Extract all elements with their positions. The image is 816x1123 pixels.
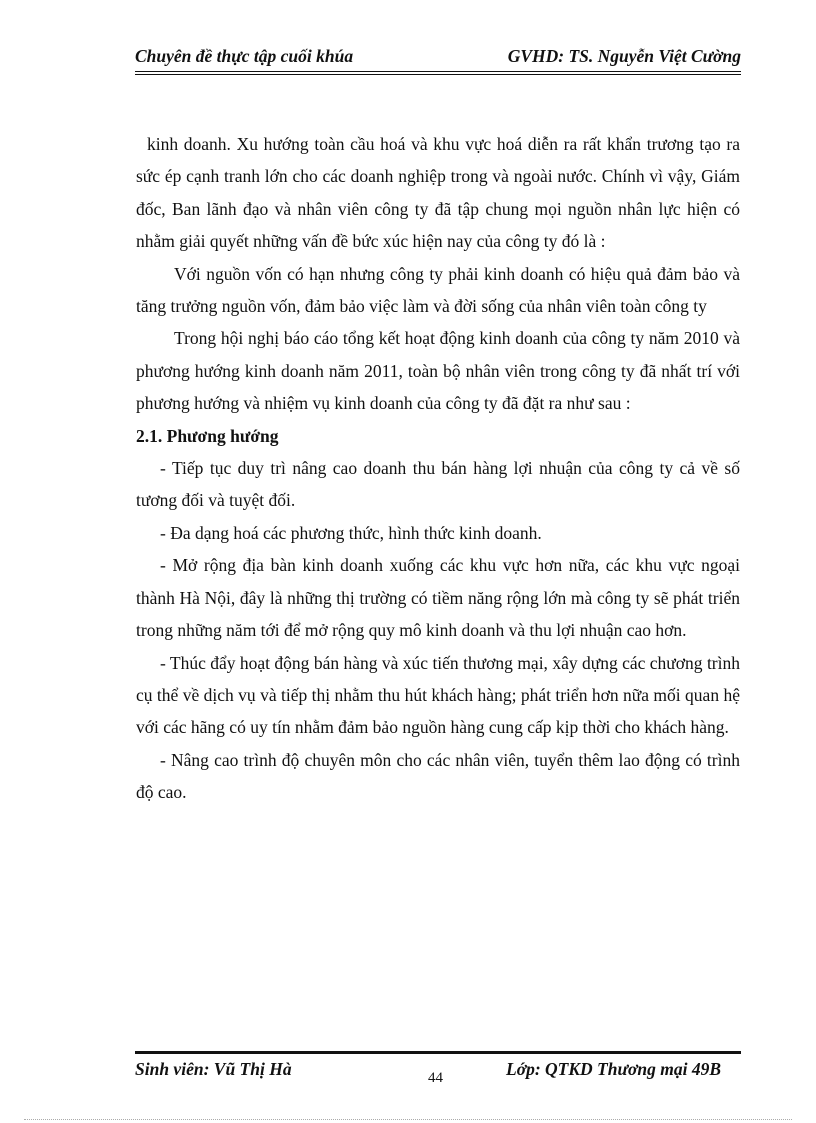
header-course-title: Chuyên đề thực tập cuối khúa — [135, 46, 354, 66]
list-item: - Nâng cao trình độ chuyên môn cho các nhân viên, tuyển thêm lao động có trình độ cao. — [136, 749, 740, 803]
list-item: - Mở rộng địa bàn kinh doanh xuống các khu vực hơn nữa, các khu vực ngoại thành Hà Nội, đây là những thị trường có tiềm năng rộng lớn mà công ty sẽ phát triển trong những năm tới để mở rộng quy mô kinh doanh và thu lợi nhuận cao hơn. — [136, 555, 740, 641]
page-body — [136, 128, 740, 809]
paragraph-context: kinh doanh. Xu hướng toàn cầu hoá và khu vực hoá diễn ra rất khẩn trương tạo ra sức ép cạnh tranh lớn cho các doanh nghiệp trong và ngoài nước. Chính vì vậy, Giám đốc, Ban lãnh đạo và nhân viên công ty đã tập chung mọi nguồn nhân lực hiện có nhằm giải quyết những vấn đề bức xúc hiện nay của công ty đó là : — [136, 134, 740, 252]
page-header — [135, 44, 741, 70]
list-item: - Tiếp tục duy trì nâng cao doanh thu bán hàng lợi nhuận của công ty cả về số tương đối và tuyệt đối. — [136, 458, 740, 511]
list-item: - Đa dạng hoá các phương thức, hình thức kinh doanh. — [160, 522, 542, 543]
paragraph-conference: Trong hội nghị báo cáo tổng kết hoạt động kinh doanh của công ty năm 2010 và phương hướng kinh doanh năm 2011, toàn bộ nhân viên trong công ty đã nhất trí với phương hướng và nhiệm vụ kinh doanh của công ty đã đặt ra như sau : — [136, 328, 740, 414]
footer-rule — [135, 1051, 741, 1054]
header-advisor: GVHD: TS. Nguyễn Việt Cường — [507, 46, 741, 66]
footer-student: Sinh viên: Vũ Thị Hà — [135, 1059, 292, 1079]
page-edge-divider — [24, 1119, 792, 1120]
list-item: - Thúc đẩy hoạt động bán hàng và xúc tiến thương mại, xây dựng các chương trình cụ thể về dịch vụ và tiếp thị nhằm thu hút khách hàng; phát triển hơn nữa mối quan hệ với các hãng có uy tín nhằm đảm bảo nguồn hàng cung cấp kịp thời cho khách hàng. — [136, 652, 740, 738]
footer-class: Lớp: QTKD Thương mại 49B — [506, 1059, 721, 1079]
section-heading: 2.1. Phương hướng — [136, 425, 279, 446]
paragraph-capital: Với nguồn vốn có hạn nhưng công ty phải kinh doanh có hiệu quả đảm bảo và tăng trưởng nguồn vốn, đảm bảo việc làm và đời sống của nhân viên toàn công ty — [136, 263, 740, 317]
header-rule — [135, 71, 741, 75]
page-number: 44 — [428, 1070, 443, 1086]
